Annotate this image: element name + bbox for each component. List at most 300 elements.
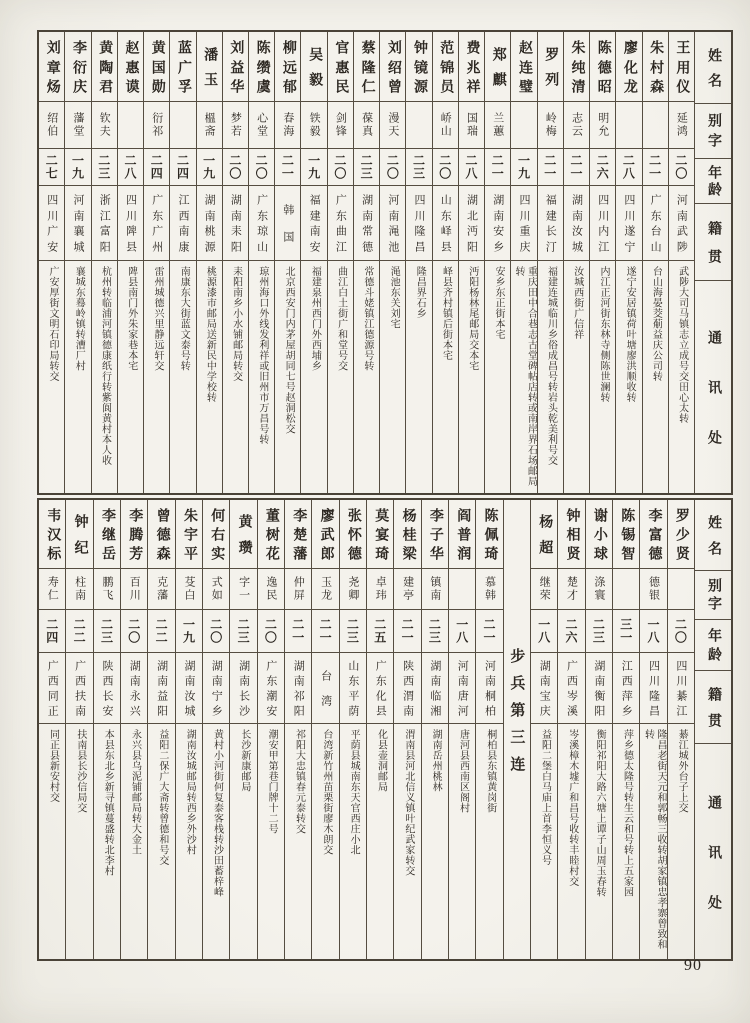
name-cell: 陈 德 昭	[590, 32, 615, 102]
address-cell: 湖南汝城邮局转西乡外沙村	[184, 729, 196, 855]
age-cell: 一八	[449, 610, 475, 653]
name-cell: 李 楚 藩	[285, 500, 311, 569]
person-column	[120, 500, 147, 959]
person-column	[300, 32, 326, 493]
courtesy-name-cell	[643, 102, 668, 149]
courtesy-name-cell: 玉龙	[312, 569, 338, 610]
age-cell: 二一	[285, 610, 311, 653]
address-cell: 桐柏县东镇黄岗街	[484, 729, 496, 813]
address-cell: 琼州海口外线发利祥或旧州市万昌号转	[256, 266, 268, 445]
courtesy-name-cell: 衍祁	[144, 102, 169, 149]
age-cell: 二六	[558, 610, 584, 653]
courtesy-name-cell: 楚才	[558, 569, 584, 610]
age-cell: 二八	[616, 149, 641, 186]
courtesy-name-cell: 岭梅	[538, 102, 563, 149]
native-place-cell: 广 东 台 山	[643, 186, 668, 261]
native-place-cell: 四 川 遂 宁	[616, 186, 641, 261]
address-cell: 安乡东正街本宅	[493, 266, 504, 340]
name-cell: 王 用 仪	[669, 32, 694, 102]
native-place-cell: 湖 南 宁 乡	[203, 653, 229, 724]
courtesy-name-cell: 明允	[590, 102, 615, 149]
person-column	[169, 32, 195, 493]
address-cell: 綦江城外台子上交	[676, 729, 688, 813]
name-cell: 赵 连 璧	[511, 32, 536, 102]
address-cell: 萍乡德太隆号转生云和号转上五家园	[621, 729, 633, 897]
age-cell: 二三	[230, 610, 256, 653]
person-column	[484, 32, 510, 493]
age-cell: 二〇	[433, 149, 458, 186]
age-cell: 二〇	[121, 610, 147, 653]
address-cell: 台湾新竹州苗栗街廖木朗交	[320, 729, 332, 855]
person-column	[353, 32, 379, 493]
header-column	[694, 500, 731, 959]
address-cell: 南康东大街蓝文泰号转	[178, 266, 190, 371]
person-column	[91, 32, 117, 493]
age-cell: 二〇	[258, 610, 284, 653]
person-column	[421, 500, 448, 959]
page-number: 90	[684, 957, 702, 974]
name-cell: 陈 佩 琦	[476, 500, 502, 569]
native-place-cell: 广 东 琼 山	[249, 186, 274, 261]
native-place-cell: 四 川 隆 昌	[406, 186, 431, 261]
person-column	[379, 32, 405, 493]
person-column	[668, 32, 694, 493]
address-cell: 同正县新安村交	[47, 729, 59, 803]
person-column	[405, 32, 431, 493]
native-place-cell: 湖 南 汝 城	[564, 186, 589, 261]
name-cell: 廖 武 郎	[312, 500, 338, 569]
native-place-cell: 广 西 岑 溪	[558, 653, 584, 724]
person-column	[639, 500, 666, 959]
age-cell: 二二	[66, 610, 92, 653]
native-place-cell: 河 南 唐 河	[449, 653, 475, 724]
name-cell: 李 富 德	[640, 500, 666, 569]
address-cell: 福建泉州西门外西埔乡	[309, 266, 321, 371]
address-cell: 内江正河街东林寺侧陈世澜转	[597, 266, 609, 403]
native-place-cell: 湖 南 益 阳	[148, 653, 174, 724]
name-cell: 李 继 岳	[94, 500, 120, 569]
address-cell: 常德斗姥镇江德源号转	[361, 266, 373, 371]
name-cell: 黄 国 勋	[144, 32, 169, 102]
address-cell: 襄城东蓦岭镇转漕厂村	[73, 266, 85, 371]
address-cell: 峄县齐村镇后街本宅	[440, 266, 452, 361]
age-cell: 二一	[312, 610, 338, 653]
native-place-cell: 湖 北 沔 阳	[459, 186, 484, 261]
native-place-cell: 广 东 曲 江	[328, 186, 353, 261]
age-cell: 二一	[564, 149, 589, 186]
courtesy-name-cell	[616, 102, 641, 149]
native-place-cell: 湖 南 临 湘	[422, 653, 448, 724]
name-cell: 阎 普 润	[449, 500, 475, 569]
person-column	[393, 500, 420, 959]
courtesy-name-cell	[449, 569, 475, 610]
native-place-cell: 湖 南 祁 阳	[285, 653, 311, 724]
name-cell: 朱 纯 清	[564, 32, 589, 102]
person-column	[458, 32, 484, 493]
person-column	[248, 32, 274, 493]
address-cell: 隆昌老街天元和郭畅三收转胡家镇忠孝寨曾致和转	[642, 729, 667, 950]
age-cell: 二三	[92, 149, 117, 186]
age-cell: 二四	[39, 610, 65, 653]
name-cell: 罗 少 贤	[668, 500, 694, 569]
address-cell: 渭南县河北信义镇叶纪武家转交	[402, 729, 414, 876]
native-place-cell: 四 川 重 庆	[511, 186, 536, 261]
address-cell: 黄村小河街何复泰客栈转沙田蓄梓峰	[211, 729, 223, 897]
person-column	[642, 32, 668, 493]
age-cell: 二一	[643, 149, 668, 186]
native-place-cell: 湖 南 耒 阳	[223, 186, 248, 261]
native-place-cell: 湖 南 衡 阳	[586, 653, 612, 724]
native-place-cell: 山 东 平 荫	[340, 653, 366, 724]
name-cell: 钟 相 贤	[558, 500, 584, 569]
native-place-cell: 湖 南 汝 城	[176, 653, 202, 724]
name-cell: 曾 德 森	[148, 500, 174, 569]
native-place-cell: 广 西 同 正	[39, 653, 65, 724]
roster-table-bottom	[37, 498, 733, 961]
courtesy-name-cell: 葆真	[354, 102, 379, 149]
courtesy-name-cell	[668, 569, 694, 610]
header-cell-name: 姓 名	[695, 32, 731, 104]
person-column	[202, 500, 229, 959]
courtesy-name-cell: 涤寰	[586, 569, 612, 610]
name-cell: 李 衍 庆	[65, 32, 90, 102]
courtesy-name-cell: 德银	[640, 569, 666, 610]
age-cell: 二三	[586, 610, 612, 653]
name-cell: 张 怀 德	[340, 500, 366, 569]
age-cell: 一九	[65, 149, 90, 186]
name-cell: 廖 化 龙	[616, 32, 641, 102]
address-cell: 益阳二保广大斋转曾德和号交	[156, 729, 168, 866]
person-column	[284, 500, 311, 959]
age-cell: 二三	[422, 610, 448, 653]
courtesy-name-cell: 心堂	[249, 102, 274, 149]
address-cell: 武陟大司马镇志立成号交田心太转	[676, 266, 688, 424]
courtesy-name-cell: 绍伯	[39, 102, 64, 149]
courtesy-name-cell: 志云	[564, 102, 589, 149]
courtesy-name-cell: 鹏飞	[94, 569, 120, 610]
person-column	[585, 500, 612, 959]
person-column	[612, 500, 639, 959]
courtesy-name-cell: 榲斋	[197, 102, 222, 149]
person-column	[143, 32, 169, 493]
person-column	[229, 500, 256, 959]
name-cell: 谢 小 球	[586, 500, 612, 569]
age-cell: 二四	[144, 149, 169, 186]
age-cell: 二一	[538, 149, 563, 186]
age-cell: 二三	[340, 610, 366, 653]
native-place-cell: 江 西 南 康	[170, 186, 195, 261]
name-cell: 钟 纪	[66, 500, 92, 569]
header-cell-native: 籍 贯	[695, 671, 731, 744]
courtesy-name-cell: 梦若	[223, 102, 248, 149]
courtesy-name-cell: 钦夫	[92, 102, 117, 149]
courtesy-name-cell	[170, 102, 195, 149]
name-cell: 范 锦 员	[433, 32, 458, 102]
address-cell: 雷州城德兴里静远轩交	[151, 266, 163, 371]
courtesy-name-cell: 百川	[121, 569, 147, 610]
native-place-cell: 河 南 武 陟	[669, 186, 694, 261]
age-cell: 二〇	[669, 149, 694, 186]
native-place-cell: 广 东 化 县	[367, 653, 393, 724]
address-cell: 耒阳南乡小水铺邮局转交	[230, 266, 242, 382]
courtesy-name-cell: 春海	[275, 102, 300, 149]
address-cell: 平荫县城南东天官西庄小北	[348, 729, 360, 855]
name-cell: 莫 宴 琦	[367, 500, 393, 569]
person-column	[432, 32, 458, 493]
person-column	[339, 500, 366, 959]
native-place-cell: 广 西 扶 南	[66, 653, 92, 724]
address-cell: 潮安甲第巷门牌十二号	[266, 729, 278, 834]
native-place-cell: 陕 西 长 安	[94, 653, 120, 724]
address-cell: 遂宁安居镇荷叶塘廖洪顺收转	[624, 266, 636, 403]
name-cell: 潘 玉	[197, 32, 222, 102]
age-cell: 二一	[394, 610, 420, 653]
person-column	[667, 500, 694, 959]
age-cell: 二五	[367, 610, 393, 653]
age-cell: 一九	[176, 610, 202, 653]
courtesy-name-cell: 尧卿	[340, 569, 366, 610]
person-column	[557, 500, 584, 959]
name-cell: 费 兆 祥	[459, 32, 484, 102]
age-cell: 一九	[511, 149, 536, 186]
courtesy-name-cell: 仲屏	[285, 569, 311, 610]
age-cell: 二〇	[223, 149, 248, 186]
address-cell: 桃源漆市邮局送新民中学校转	[204, 266, 216, 403]
address-cell: 祁阳大忠镇春元泰转交	[293, 729, 305, 834]
courtesy-name-cell: 剑锋	[328, 102, 353, 149]
age-cell: 二〇	[249, 149, 274, 186]
address-cell: 扶南县长沙信局交	[74, 729, 86, 813]
address-cell: 沔阳杨林尾邮局交本宅	[466, 266, 478, 371]
header-column	[694, 32, 731, 493]
header-cell-native: 籍 贯	[695, 204, 731, 281]
courtesy-name-cell: 柱南	[66, 569, 92, 610]
native-place-cell: 河 南 襄 城	[65, 186, 90, 261]
person-column	[147, 500, 174, 959]
age-cell: 二三	[354, 149, 379, 186]
native-place-cell: 广 东 潮 安	[258, 653, 284, 724]
age-cell: 二三	[94, 610, 120, 653]
courtesy-name-cell: 寿仁	[39, 569, 65, 610]
address-cell: 长沙新康邮局	[238, 729, 250, 792]
person-column	[615, 32, 641, 493]
name-cell: 董 树 花	[258, 500, 284, 569]
age-cell: 二四	[170, 149, 195, 186]
company-note-column	[503, 500, 530, 959]
courtesy-name-cell: 继荣	[531, 569, 557, 610]
name-cell: 郑 麒	[485, 32, 510, 102]
courtesy-name-cell	[613, 569, 639, 610]
native-place-cell: 陕 西 渭 南	[394, 653, 420, 724]
age-cell: 二三	[406, 149, 431, 186]
native-place-cell: 湖 南 常 德	[354, 186, 379, 261]
courtesy-name-cell	[118, 102, 143, 149]
person-column	[311, 500, 338, 959]
person-column	[257, 500, 284, 959]
person-column	[327, 32, 353, 493]
name-cell: 柳 远 郁	[275, 32, 300, 102]
address-cell: 本县东北乡新寻镇蔓盛转北李村	[102, 729, 114, 876]
age-cell: 二〇	[328, 149, 353, 186]
address-cell: 化县壶洞邮局	[375, 729, 387, 792]
address-cell: 渑池东关刘宅	[388, 266, 400, 329]
address-cell: 衡阳祁阳大路六塘上谭子山周玉春转	[594, 729, 606, 897]
courtesy-name-cell: 字一	[230, 569, 256, 610]
courtesy-name-cell: 漫天	[380, 102, 405, 149]
person-column	[175, 500, 202, 959]
name-cell: 何 右 实	[203, 500, 229, 569]
address-cell: 陴县南门外朱家巷本宅	[125, 266, 137, 371]
person-column	[39, 500, 65, 959]
native-place-cell: 四 川 陴 县	[118, 186, 143, 261]
person-column	[475, 500, 502, 959]
native-place-cell: 湖 南 桃 源	[197, 186, 222, 261]
name-cell: 刘 绍 曾	[380, 32, 405, 102]
courtesy-name-cell: 芟白	[176, 569, 202, 610]
native-place-cell: 河 南 桐 柏	[476, 653, 502, 724]
age-cell: 二七	[39, 149, 64, 186]
name-cell: 吴 毅	[301, 32, 326, 102]
person-column	[510, 32, 536, 493]
native-place-cell: 四 川 内 江	[590, 186, 615, 261]
age-cell: 一八	[640, 610, 666, 653]
age-cell: 二八	[459, 149, 484, 186]
person-column	[274, 32, 300, 493]
address-cell: 益阳二堡白马庙上首李恒义号	[539, 729, 551, 866]
native-place-cell: 湖 南 安 乡	[485, 186, 510, 261]
name-cell: 蔡 隆 仁	[354, 32, 379, 102]
native-place-cell: 福 建 南 安	[301, 186, 326, 261]
courtesy-name-cell: 兰蕙	[485, 102, 510, 149]
age-cell: 二八	[118, 149, 143, 186]
age-cell: 二一	[476, 610, 502, 653]
native-place-cell: 福 建 长 汀	[538, 186, 563, 261]
address-cell: 杭州转临浦河镇德康纸行转紫阆黄村本人收	[99, 266, 111, 466]
name-cell: 陈 锡 智	[613, 500, 639, 569]
header-cell-addr: 通 讯 处	[706, 330, 721, 444]
person-column	[537, 32, 563, 493]
courtesy-name-cell: 铁毅	[301, 102, 326, 149]
address-cell: 曲江白土街广和堂号交	[335, 266, 347, 371]
courtesy-name-cell: 卓玮	[367, 569, 393, 610]
name-cell: 朱 宇 平	[176, 500, 202, 569]
native-place-cell: 湖 南 宝 庆	[531, 653, 557, 724]
age-cell: 一九	[301, 149, 326, 186]
courtesy-name-cell: 国瑞	[459, 102, 484, 149]
name-cell: 黄 陶 君	[92, 32, 117, 102]
native-place-cell: 湖 南 长 沙	[230, 653, 256, 724]
age-cell: 二二	[148, 610, 174, 653]
address-cell: 永兴县乌泥铺邮局转大金土	[129, 729, 141, 855]
person-column	[563, 32, 589, 493]
native-place-cell: 四 川 綦 江	[668, 653, 694, 724]
header-cell-age: 年 龄	[695, 159, 731, 204]
courtesy-name-cell: 镇南	[422, 569, 448, 610]
address-cell: 重庆田中合巷志古堂碑帖店转或南岸界石场邮局转	[512, 266, 537, 487]
name-cell: 官 惠 民	[328, 32, 353, 102]
name-cell: 罗 列	[538, 32, 563, 102]
courtesy-name-cell	[406, 102, 431, 149]
name-cell: 李 腾 芳	[121, 500, 147, 569]
name-cell: 朱 村 森	[643, 32, 668, 102]
age-cell: 二〇	[668, 610, 694, 653]
native-place-cell: 韩 国	[275, 186, 300, 261]
person-column	[366, 500, 393, 959]
name-cell: 黄 瓒	[230, 500, 256, 569]
age-cell: 二六	[590, 149, 615, 186]
header-cell-zi: 别 字	[695, 571, 731, 620]
native-place-cell: 四 川 广 安	[39, 186, 64, 261]
roster-table-top	[37, 30, 733, 495]
header-cell-age: 年 龄	[695, 620, 731, 671]
person-column	[589, 32, 615, 493]
header-cell-addr: 通 讯 处	[706, 794, 721, 909]
address-cell: 福建连城临川乡俗成昌号转岩头乾美利号交	[545, 266, 557, 466]
person-column	[196, 32, 222, 493]
courtesy-name-cell: 建亭	[394, 569, 420, 610]
person-column	[65, 500, 92, 959]
person-column	[222, 32, 248, 493]
address-cell: 北京西安门内茅屋胡同七号赵洞松交	[283, 266, 295, 434]
age-cell: 三一	[613, 610, 639, 653]
address-cell: 台山海晏茭葪益庆公司转	[650, 266, 662, 382]
address-cell: 岑溪樟木墟广和昌号收转丰睦村交	[566, 729, 578, 887]
native-place-cell: 广 东 广 州	[144, 186, 169, 261]
name-cell: 蓝 广 孚	[170, 32, 195, 102]
name-cell: 钟 镜 源	[406, 32, 431, 102]
age-cell: 二一	[275, 149, 300, 186]
person-column	[93, 500, 120, 959]
courtesy-name-cell: 逸民	[258, 569, 284, 610]
courtesy-name-cell: 藩堂	[65, 102, 90, 149]
person-column	[117, 32, 143, 493]
name-cell: 陈 缵 虞	[249, 32, 274, 102]
name-cell: 赵 惠 谟	[118, 32, 143, 102]
native-place-cell: 台 湾	[312, 653, 338, 724]
company-note-label: 步兵第三连	[508, 648, 525, 783]
person-column	[448, 500, 475, 959]
courtesy-name-cell: 延鸿	[669, 102, 694, 149]
courtesy-name-cell: 慕韩	[476, 569, 502, 610]
name-cell: 杨 超	[531, 500, 557, 569]
courtesy-name-cell: 式如	[203, 569, 229, 610]
native-place-cell: 四 川 隆 昌	[640, 653, 666, 724]
native-place-cell: 浙 江 富 阳	[92, 186, 117, 261]
age-cell: 二〇	[203, 610, 229, 653]
courtesy-name-cell: 峤山	[433, 102, 458, 149]
address-cell: 广安厚街文明石印局转交	[47, 266, 59, 382]
native-place-cell: 河 南 渑 池	[380, 186, 405, 261]
courtesy-name-cell: 克藩	[148, 569, 174, 610]
header-cell-name: 姓 名	[695, 500, 731, 571]
age-cell: 二一	[485, 149, 510, 186]
person-column	[64, 32, 90, 493]
name-cell: 韦 汉 标	[39, 500, 65, 569]
name-cell: 李 子 华	[422, 500, 448, 569]
courtesy-name-cell	[511, 102, 536, 149]
native-place-cell: 湖 南 永 兴	[121, 653, 147, 724]
native-place-cell: 江 西 萍 乡	[613, 653, 639, 724]
address-cell: 汝城西街广信祥	[571, 266, 583, 340]
age-cell: 二〇	[380, 149, 405, 186]
age-cell: 一九	[197, 149, 222, 186]
person-column	[39, 32, 64, 493]
native-place-cell: 山 东 峄 县	[433, 186, 458, 261]
address-cell: 湖南岳州桃林	[430, 729, 442, 792]
person-column	[530, 500, 557, 959]
address-cell: 唐河县西南区阁村	[457, 729, 469, 813]
age-cell: 一八	[531, 610, 557, 653]
